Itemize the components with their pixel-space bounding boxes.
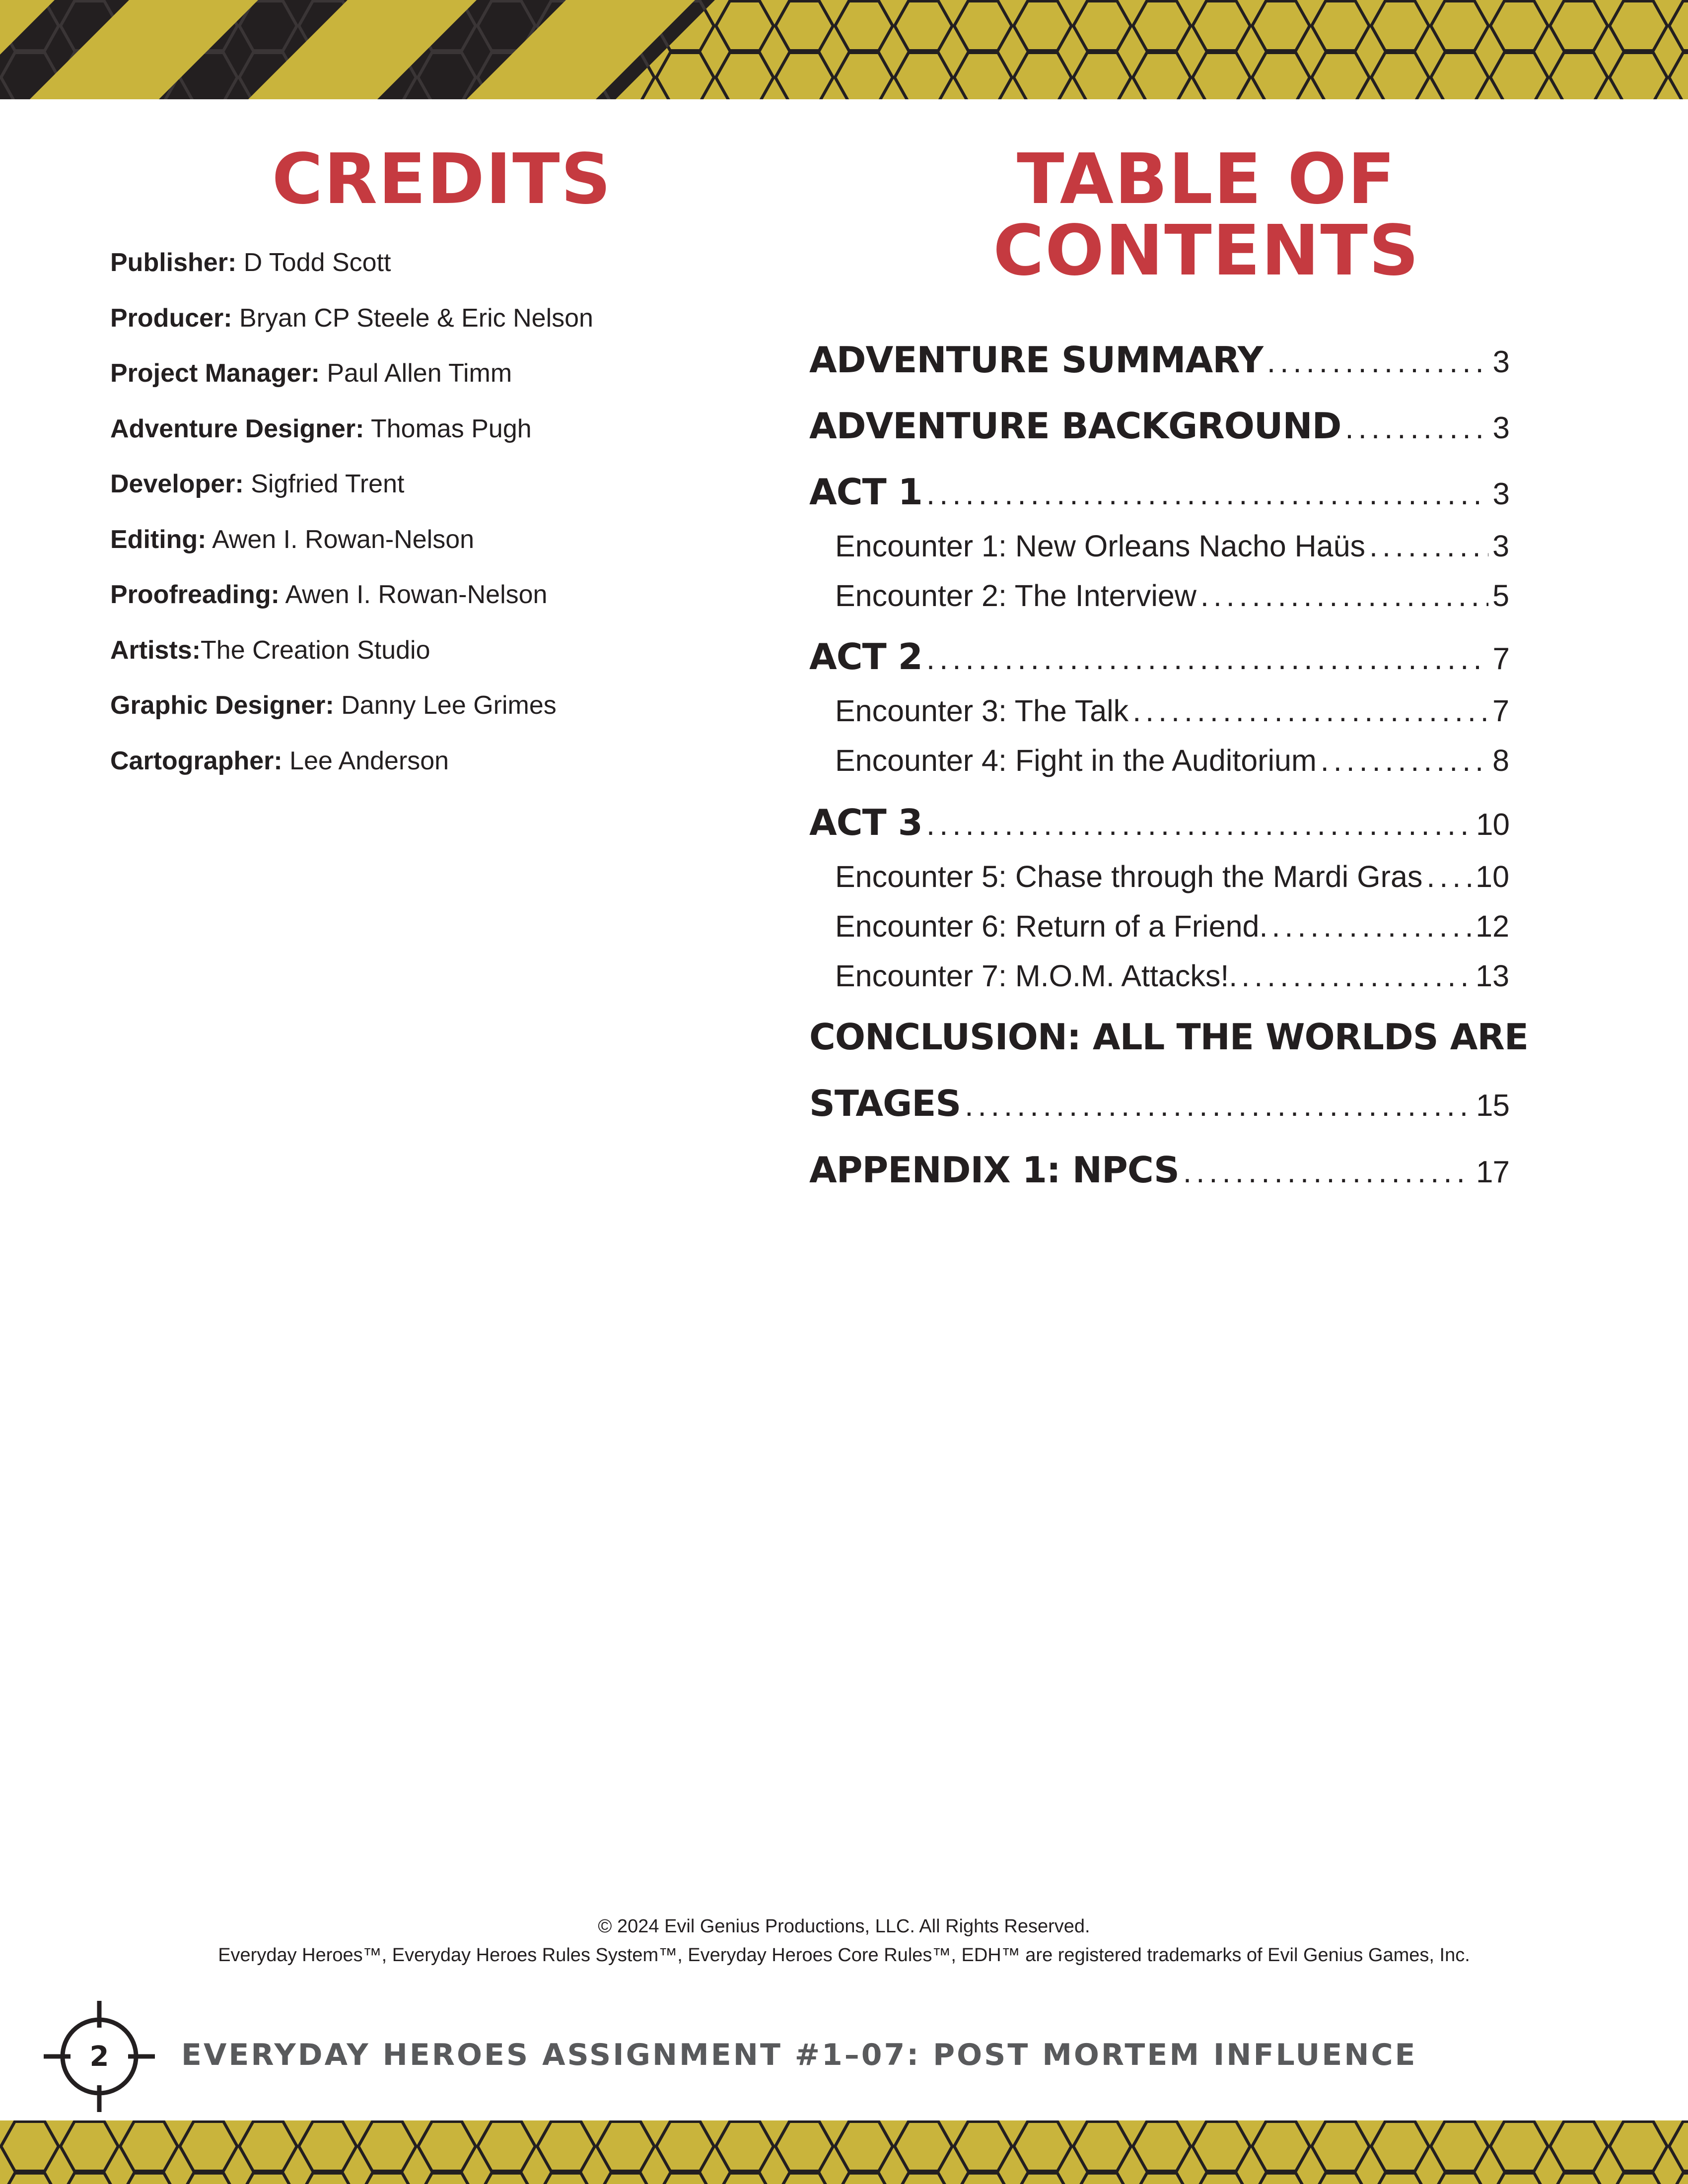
bottom-honeycomb-band	[0, 2120, 1688, 2184]
toc-page-number: 3	[1492, 411, 1509, 445]
toc-page-number: 8	[1492, 744, 1509, 777]
toc-page-number: 7	[1492, 694, 1509, 728]
toc-encounter-entry	[809, 526, 1509, 566]
toc-section-entry	[809, 404, 1509, 451]
toc-dot-leader	[1369, 526, 1488, 566]
toc-page-number: 10	[1476, 860, 1509, 893]
toc-page-number: 3	[1492, 529, 1509, 563]
toc-dot-leader	[926, 637, 1489, 682]
credit-role: Project Manager:	[110, 359, 320, 388]
toc-page-number: 7	[1492, 642, 1509, 676]
toc-page-number: 15	[1476, 1089, 1509, 1123]
toc-page-number: 3	[1492, 345, 1509, 379]
toc-entry-title: STAGES	[809, 1083, 961, 1124]
toc-entry-title: ACT 2	[809, 636, 922, 678]
credit-role: Publisher:	[110, 248, 237, 277]
toc-dot-leader	[1132, 691, 1488, 731]
toc-entry-title: APPENDIX 1: NPCS	[809, 1149, 1179, 1191]
credit-name: Bryan CP Steele & Eric Nelson	[232, 303, 593, 333]
footer-title: EVERYDAY HEROES ASSIGNMENT #1–07: POST MORTEM INFLUENCE	[181, 2038, 1417, 2072]
credit-name: The Creation Studio	[201, 635, 430, 665]
credits-heading: CREDITS	[272, 139, 612, 220]
toc-entry-title: ADVENTURE SUMMARY	[809, 339, 1263, 381]
toc-section-entry	[809, 634, 1509, 682]
page-marker	[40, 1997, 159, 2116]
toc-section-entry	[809, 470, 1509, 517]
toc-dot-leader	[1321, 741, 1488, 780]
toc-encounter-entry	[809, 741, 1509, 780]
toc-entry-title: Encounter 2: The Interview	[835, 579, 1196, 613]
credit-role: Graphic Designer:	[110, 691, 334, 720]
credit-line	[110, 246, 756, 301]
copyright-block	[0, 1912, 1688, 1970]
credits-list	[110, 246, 756, 799]
toc-entry-title: ADVENTURE BACKGROUND	[809, 405, 1341, 447]
toc-dot-leader	[1183, 1150, 1472, 1195]
toc-encounter-entry	[809, 956, 1509, 996]
toc-dot-leader	[1241, 956, 1472, 996]
credit-name: Paul Allen Timm	[319, 359, 512, 388]
credit-role: Proofreading:	[110, 580, 280, 609]
toc-dot-leader	[1200, 576, 1488, 615]
credit-name: D Todd Scott	[236, 248, 391, 277]
toc-dot-leader	[965, 1084, 1472, 1128]
toc-dot-leader	[1271, 906, 1472, 946]
toc-entry-title: Encounter 6: Return of a Friend.	[835, 909, 1268, 943]
credit-role: Adventure Designer:	[110, 414, 364, 443]
credit-line	[110, 356, 756, 412]
credit-line	[110, 412, 756, 468]
toc-entry-title-line1: CONCLUSION: ALL THE WORLDS ARE	[809, 1016, 1529, 1058]
credit-name: Sigfried Trent	[243, 470, 405, 498]
toc-entry-title: Encounter 3: The Talk	[835, 694, 1129, 728]
credit-line	[110, 523, 756, 578]
toc-entry-title: Encounter 7: M.O.M. Attacks!.	[835, 959, 1238, 993]
toc-entry-title: Encounter 5: Chase through the Mardi Gras	[835, 860, 1423, 893]
toc-encounter-entry	[809, 691, 1509, 731]
toc-section-entry	[809, 338, 1509, 385]
copyright-line: © 2024 Evil Genius Productions, LLC. All Rights Reserved.	[598, 1916, 1090, 1937]
credit-role: Developer:	[110, 470, 244, 498]
toc-section-entry	[809, 800, 1509, 847]
credit-line	[110, 467, 756, 523]
credit-role: Artists:	[110, 635, 201, 665]
credit-line	[110, 301, 756, 357]
toc-encounter-entry	[809, 857, 1509, 896]
toc-dot-leader	[926, 472, 1489, 517]
credit-line	[110, 633, 756, 689]
toc-section-entry	[809, 1148, 1509, 1195]
toc-page-number: 3	[1492, 477, 1509, 511]
credit-name: Thomas Pugh	[364, 414, 532, 443]
credit-name: Danny Lee Grimes	[334, 691, 557, 720]
toc-dot-leader	[1426, 857, 1472, 896]
credit-role: Producer:	[110, 303, 232, 333]
toc-dot-leader	[1267, 340, 1489, 385]
toc-entry-title: Encounter 1: New Orleans Nacho Haüs	[835, 529, 1366, 563]
toc-page-number: 10	[1476, 808, 1509, 842]
credit-line	[110, 744, 756, 800]
toc-section-entry	[809, 1081, 1509, 1128]
toc-encounter-entry	[809, 906, 1509, 946]
toc-entry-title: ACT 3	[809, 802, 922, 843]
toc-heading-line1: TABLE OF	[1017, 139, 1396, 220]
toc-dot-leader	[1345, 406, 1488, 451]
trademark-line: Everyday Heroes™, Everyday Heroes Rules System™, Everyday Heroes Core Rules™, EDH™ are registered trademarks of Evil Genius Games, Inc.	[218, 1945, 1470, 1966]
toc-encounter-entry	[809, 576, 1509, 615]
toc-heading-line2: CONTENTS	[993, 210, 1420, 292]
credit-name: Awen I. Rowan-Nelson	[279, 580, 548, 609]
toc-page-number: 5	[1492, 579, 1509, 613]
toc-dot-leader	[926, 803, 1472, 847]
credit-role: Editing:	[110, 525, 207, 554]
table-of-contents	[809, 0, 1529, 1191]
credit-line	[110, 688, 756, 744]
credit-name: Lee Anderson	[282, 746, 449, 775]
toc-page-number: 13	[1476, 959, 1509, 993]
page-number: 2	[89, 2040, 109, 2073]
credit-name: Awen I. Rowan-Nelson	[206, 525, 475, 554]
toc-page-number: 17	[1476, 1155, 1509, 1189]
toc-entry-title: Encounter 4: Fight in the Auditorium	[835, 744, 1317, 777]
toc-page-number: 12	[1476, 909, 1509, 943]
credit-line	[110, 578, 756, 633]
toc-entry-title: ACT 1	[809, 471, 922, 513]
credit-role: Cartographer:	[110, 746, 282, 775]
